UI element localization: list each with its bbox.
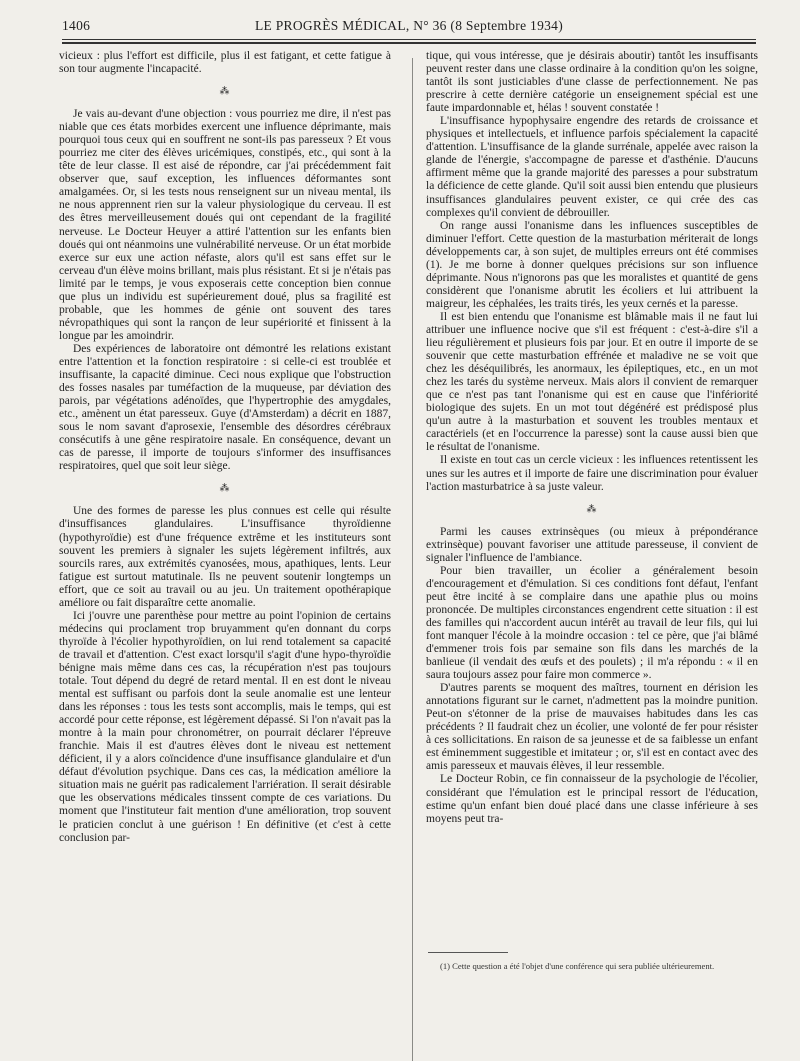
paragraph: Une des formes de paresse les plus connues est celle qui résulte d'insuffisances glandulaires. L'insuffisance thyroïdienne (hypothyroïdie) est d'une fréquence extrême et les instituteurs sont souvent les premiers à signaler les sujets légèrement infiltrés, aux sourcils rares, aux extrémités cyanosées, mous, apathiques, lents. Leur fatigue est surtout matutinale. Ils ne peuvent soutenir longtemps un effort, que ce soit au travail ou au jeu. Un traitement opothérapique améliore ou fait disparaître cette anomalie. [59,505,391,609]
paragraph: Je vais au-devant d'une objection : vous pourriez me dire, il n'est pas niable que ces états morbides exercent une influence déprimante, mais pourquoi tous ceux qui en souffrent ne sont-ils pas paresseux ? Et vous pourriez me citer des élèves uricémiques, constipés, etc., qui sont à la tête de leur classe. Il est aisé de répondre, car j'ai précédemment fait observer que, sauf exception, les influences déformantes sont amalgamées. Or, si les tests nous renseignent sur un niveau mental, ils ne nous apprennent rien sur la valeur physiologique du cerveau. Il est des êtres merveilleusement doués qui ont cependant de la fragilité nerveuse. Le Docteur Heuyer a attiré l'attention sur les enfants bien doués qui ont néanmoins une vulnérabilité nerveuse. Or un état morbide exerce sur eux une action néfaste, alors qu'il est sans effet sur le cerveau d'un élève moins brillant, mais plus résistant. Et si je n'étais pas limité par le temps, je vous exposerais cette conception bien connue que plus un individu est supérieurement doué, plus sa fragilité est probable, que les hommes de génie ont souvent des tares névropathiques qui sont la rançon de leur supériorité et finissent à la longue par les amoindrir. [59,108,391,342]
paragraph: Le Docteur Robin, ce fin connaisseur de la psychologie de l'écolier, considérant que l'émulation est le principal ressort de l'éducation, estime qu'un enfant bien doué placé dans une classe inférieure à ses moyens peut tra- [426,773,758,825]
paragraph: Il est bien entendu que l'onanisme est blâmable mais il ne faut lui attribuer une influence nocive que s'il est fréquent : c'est-à-dire s'il a lieu régulièrement et plusieurs fois par jour. Et en outre il importe de se souvenir que cette masturbation effrénée et maladive ne se voit que chez les déséquilibrés, les anormaux, les épileptiques, etc., en un mot chez les tarés du système nerveux. Mais alors il convient de remarquer que ce n'est pas tant l'onanisme qui est en cause que l'infériorité biologique des sujets. En un mot tout dégénéré est prédisposé plus qu'un autre à la masturbation et souvent les troubles mentaux et caractériels (et en l'occurrence la paresse) sont la cause aussi bien que le résultat de l'onanisme. [426,310,758,454]
paragraph: Il existe en tout cas un cercle vicieux : les influences retentissent les unes sur les autres et il importe de faire une discrimination pour évaluer l'action masturbatrice à sa juste valeur. [426,454,758,493]
page-number: 1406 [62,18,91,33]
running-header [62,17,756,35]
section-separator: ⁂ [219,86,231,98]
paragraph: Des expériences de laboratoire ont démontré les relations existant entre l'attention et la fonction respiratoire : si celle-ci est troublée et insuffisante, la capacité diminue. Ceci nous explique que l'obstruction des fosses nasales par tuméfaction de la muqueuse, par déviation des parois, par végétations adénoïdes, que l'hypertrophie des amygdales, etc., amènent un état paresseux. Guye (d'Amsterdam) a décrit en 1887, sous le nom savant d'aprosexie, l'ensemble des désordres cérébraux consécutifs à une gêne respiratoire nasale. En conséquence, devant un cas de paresse, il importe de toujours s'informer des insuffisances respiratoires, quel que soit leur siège. [59,342,391,473]
footnote-rule [428,952,508,953]
column-divider [412,58,413,1061]
paragraph: vicieux : plus l'effort est difficile, plus il est fatigant, et cette fatigue à son tour augmente l'incapacité. [59,50,391,76]
paragraph: tique, qui vous intéresse, que je désirais aboutir) tantôt les insuffisants peuvent rester dans une classe ordinaire à la condition qu'on les soigne, tantôt ils sont justiciables d'une classe de perfectionnement. Ne pas prescrire à cette dernière catégorie un enseignement spécial est une faute impardonnable et, hélas ! souvent constatée ! [426,50,758,115]
journal-title: LE PROGRÈS MÉDICAL, N° 36 (8 Septembre 1934) [254,18,564,33]
right-column [426,50,758,826]
section-separator: ⁂ [219,483,231,495]
paragraph: L'insuffisance hypophysaire engendre des retards de croissance et physiques et intellectuels, et influence parfois spécialement la capacité d'attention. L'insuffisance de la glande surrénale, appelée avec raison la glande de l'énergie, s'accompagne de paresse et d'asthénie. D'aucuns affirment même que la grande majorité des paresses a pour substratum la déficience de cette glande. Qu'il soit aussi bien entendu que plusieurs insuffisances glandulaires peuvent exister, ce qui crée des cas complexes qu'il convient de débrouiller. [426,115,758,219]
left-column [59,50,391,845]
paragraph: D'autres parents se moquent des maîtres, tournent en dérision les annotations figurant sur le carnet, n'admettent pas la moindre punition. Peut-on s'étonner de la prise de mauvaises habitudes dans les cas précédents ? Il faudrait chez un écolier, une volonté de fer pour résister à ces sollicitations. En raison de sa jeunesse et de sa faiblesse un enfant est éminemment suggestible et imitateur ; or, s'il est en contact avec des amis paresseux et mauvais élèves, il leur ressemble. [426,682,758,773]
header-rule-thick [62,42,756,44]
paragraph: Pour bien travailler, un écolier a généralement besoin d'encouragement et d'émulation. Si ces conditions font défaut, l'enfant peut être incité à se complaire dans une apathie plus ou moins prononcée. De multiples circonstances engendrent cette situation : il est des familles qui n'accordent aucun intérêt au travail de leur fils, qui lui font manquer l'école à la moindre occasion : tel ce père, que j'ai blâmé d'emmener trois fois par semaine son fils dans les marchés de la banlieue (il vendait des œufs et des poulets) ; il m'a répondu : « il en saura toujours assez pour faire mon commerce ». [426,564,758,682]
section-separator: ⁂ [586,503,598,515]
paragraph: On range aussi l'onanisme dans les influences susceptibles de diminuer l'effort. Cette question de la masturbation mériterait de longs développements car, à son sujet, de multiples erreurs ont été commises (1). Je me borne à donner quelques précisions sur son influence déprimante. Nous n'ignorons pas que les moralistes et quantité de gens considèrent que l'onanisme abrutit les écoliers et lui attribuent la maigreur, les céphalées, les traits tirés, les yeux cernés et la paresse. [426,219,758,310]
header-rule-thin [62,39,756,40]
paragraph: Ici j'ouvre une parenthèse pour mettre au point l'opinion de certains médecins qui proclament trop bruyamment qu'en donnant du corps thyroïde à l'écolier hypothyroïdien, on lui rend totalement sa capacité de travail et d'attention. C'est exact lorsqu'il s'agit d'une hypo-thyroïdie bénigne mais même dans ces cas, la récupération n'est pas toujours totale. Tout dépend du degré de retard mental. Il en est dont le niveau mental est suffisant ou parfois dont la seule anomalie est une lenteur dans les réponses : tous les tests sont accomplis, mais le temps, qui est accordé pour cette réponse, est légèrement dépassé. Si l'on n'avait pas la montre à la main pour chronométrer, on pourrait déclarer l'épreuve franchie. Mais il est d'autres élèves dont le niveau est nettement déficient, il y a alors coïncidence d'une insuffisance glandulaire et d'un défaut d'évolution psychique. Dans ces cas, la médication améliore la situation mais ne guérit pas radicalement l'arriération. Il serait désirable que les observations médicales tinssent compte de ces variations. Du moment que l'instituteur fait mention d'une amélioration, trop souvent le praticien conclut à une guérison ! En définitive (et c'est à cette conclusion par- [59,609,391,844]
paragraph: Parmi les causes extrinsèques (ou mieux à prépondérance extrinsèque) pouvant favoriser une attitude paresseuse, il convient de signaler l'influence de l'ambiance. [426,525,758,564]
footnote: (1) Cette question a été l'objet d'une conférence qui sera publiée ultérieurement. [440,961,715,971]
